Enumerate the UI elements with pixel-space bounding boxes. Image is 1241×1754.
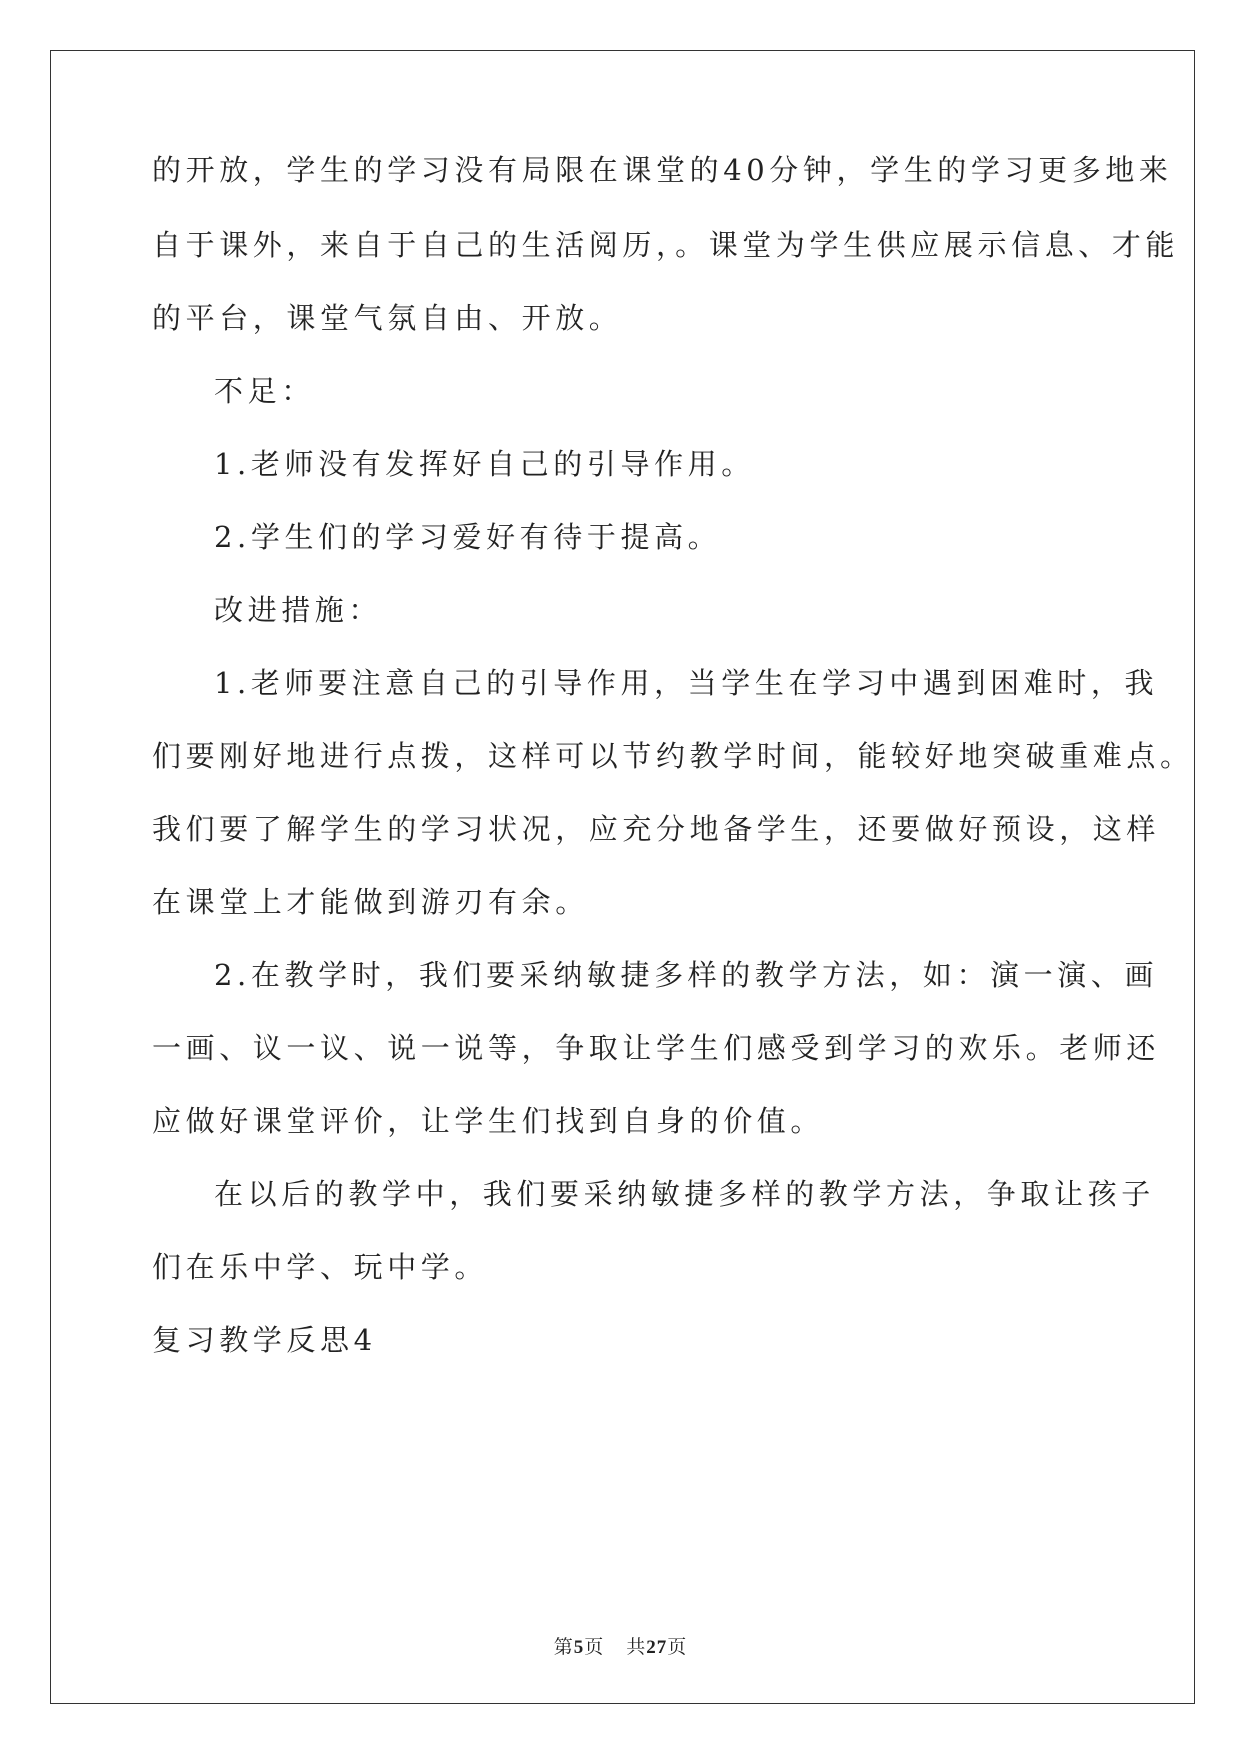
paragraph-line: 的开放，学生的学习没有局限在课堂的40分钟，学生的学习更多地来	[152, 153, 1173, 187]
paragraph-line: 的平台，课堂气氛自由、开放。	[152, 301, 623, 335]
paragraph-line: 自于课外，来自于自己的生活阅历，。课堂为学生供应展示信息、才能	[152, 228, 1180, 262]
footer-page-suffix: 页	[584, 1636, 605, 1658]
paragraph-line: 1.老师要注意自己的引导作用，当学生在学习中遇到困难时，我	[214, 666, 1159, 700]
improvement-label: 改进措施：	[214, 593, 383, 627]
paragraph-line: 应做好课堂评价，让学生们找到自身的价值。	[152, 1104, 825, 1138]
section-heading: 复习教学反思4	[152, 1323, 377, 1357]
shortcomings-label: 不足：	[214, 374, 315, 408]
paragraph-line: 们在乐中学、玩中学。	[152, 1250, 489, 1284]
shortcoming-item: 2.学生们的学习爱好有待于提高。	[214, 520, 722, 554]
paragraph-line: 在课堂上才能做到游刃有余。	[152, 885, 589, 919]
paragraph-line: 在以后的教学中，我们要采纳敏捷多样的教学方法，争取让孩子	[214, 1177, 1155, 1211]
footer-total-pages: 27	[646, 1637, 668, 1658]
paragraph-line: 2.在教学时，我们要采纳敏捷多样的教学方法，如：演一演、画	[214, 958, 1159, 992]
footer-page-prefix: 第	[553, 1636, 574, 1658]
shortcoming-item: 1.老师没有发挥好自己的引导作用。	[214, 447, 755, 481]
paragraph-line: 们要刚好地进行点拨，这样可以节约教学时间，能较好地突破重难点。	[152, 739, 1194, 773]
paragraph-line: 我们要了解学生的学习状况，应充分地备学生，还要做好预设，这样	[152, 812, 1161, 846]
footer-page-number: 5	[573, 1637, 585, 1658]
page-footer	[0, 1632, 1241, 1659]
footer-total-prefix: 共	[626, 1636, 647, 1658]
paragraph-line: 一画、议一议、说一说等，争取让学生们感受到学习的欢乐。老师还	[152, 1031, 1161, 1065]
footer-total-suffix: 页	[667, 1636, 688, 1658]
